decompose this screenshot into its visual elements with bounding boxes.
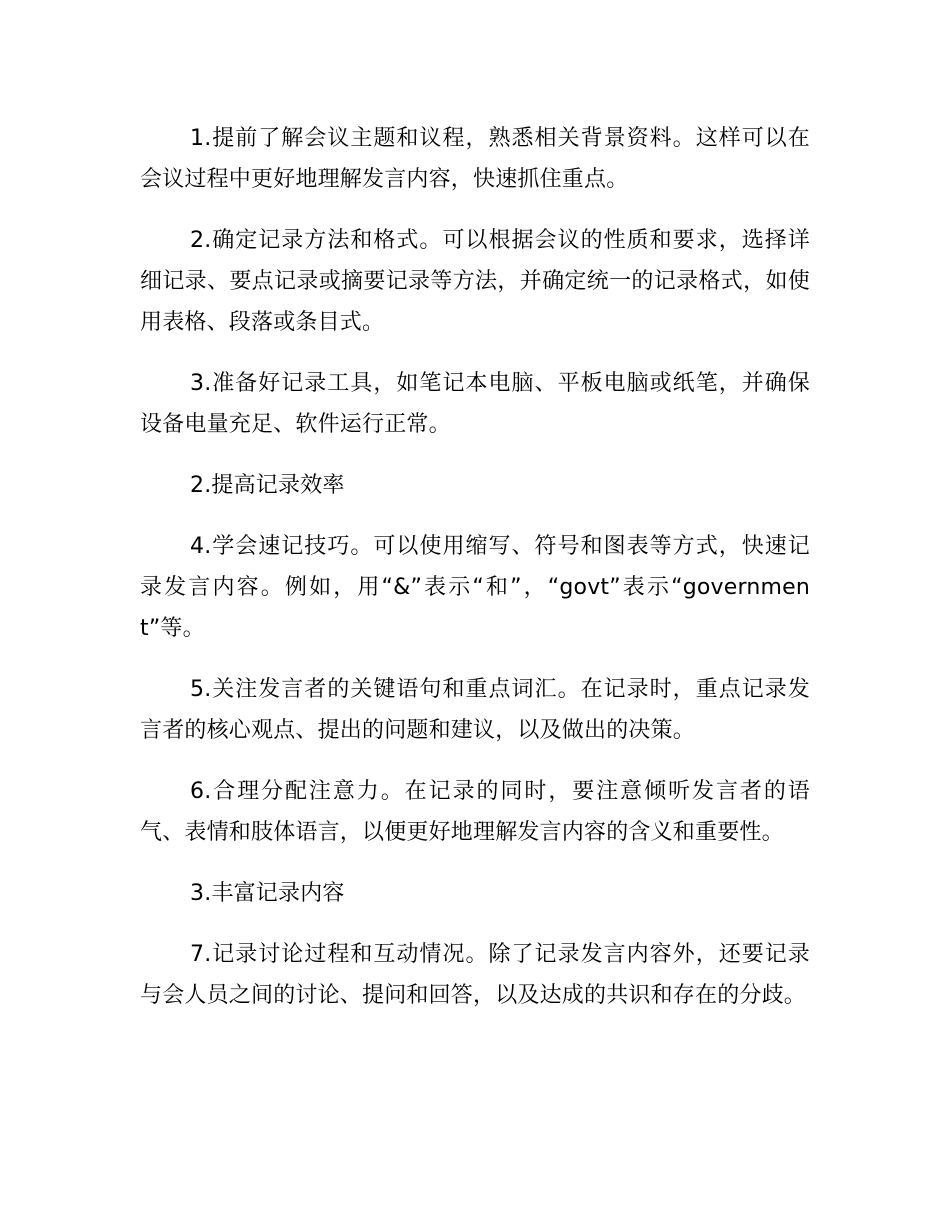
paragraph-2: 2.确定记录方法和格式。可以根据会议的性质和要求，选择详细记录、要点记录或摘要记录等方法，并确定统一的记录格式，如使用表格、段落或条目式。 <box>140 228 810 335</box>
paragraph-6: 6.合理分配注意力。在记录的同时，要注意倾听发言者的语气、表情和肢体语言，以便更好地理解发言内容的含义和重要性。 <box>140 779 810 845</box>
paragraph-1: 1.提前了解会议主题和议程，熟悉相关背景资料。这样可以在会议过程中更好地理解发言内容，快速抓住重点。 <box>140 126 810 192</box>
paragraph-3: 3.准备好记录工具，如笔记本电脑、平板电脑或纸笔，并确保设备电量充足、软件运行正常。 <box>140 371 810 437</box>
paragraph-5: 5.关注发言者的关键语句和重点词汇。在记录时，重点记录发言者的核心观点、提出的问题和建议，以及做出的决策。 <box>140 677 810 743</box>
paragraph-7: 7.记录讨论过程和互动情况。除了记录发言内容外，还要记录与会人员之间的讨论、提问和回答，以及达成的共识和存在的分歧。 <box>140 942 810 1008</box>
paragraph-4: 4.学会速记技巧。可以使用缩写、符号和图表等方式，快速记录发言内容。例如，用“&”表示“和”，“govt”表示“government”等。 <box>140 534 810 641</box>
section-heading-3: 3.丰富记录内容 <box>190 881 345 906</box>
section-heading-2: 2.提高记录效率 <box>190 473 345 498</box>
